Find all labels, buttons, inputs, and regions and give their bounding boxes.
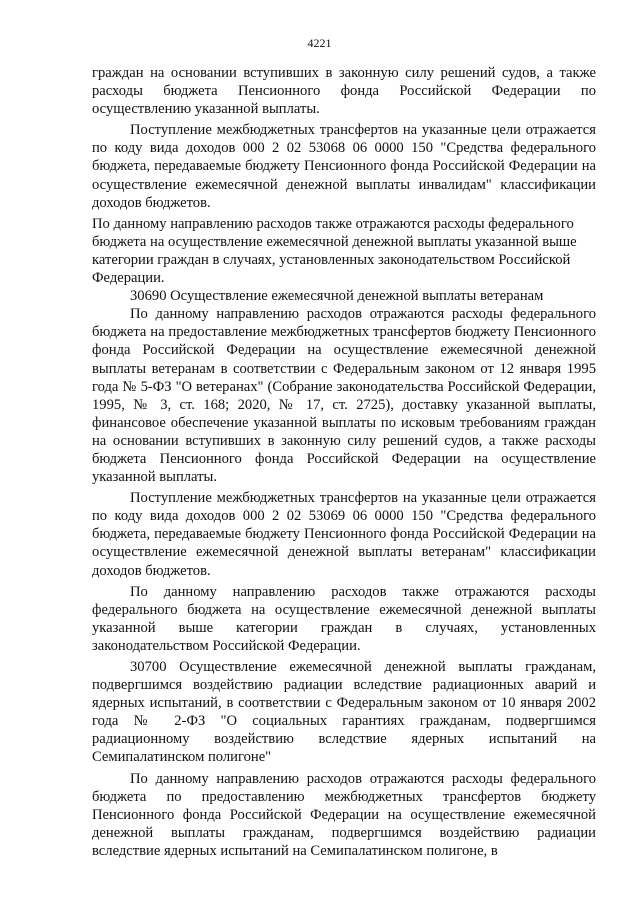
paragraph-additional-expenses-1: По данному направлению расходов также отражаются расходы федерального бюджета на осуществление ежемесячной денежной выплаты указанной выше категории граждан в случаях, установленных законодательством Российской Федерации. [92,215,577,287]
paragraph-transfers-veterans: Поступление межбюджетных трансфертов на указанные цели отражается по коду вида доходов 000 2 02 53069 06 0000 150 "Средства федерального бюджета, передаваемые бюджету Пенсионного фонда Российской Федерации на осуществление ежемесячной денежной выплаты ветеранам" классификации доходов бюджетов. [92,490,596,579]
paragraph-radiation-expenses: По данному направлению расходов отражаются расходы федерального бюджета по предоставлению межбюджетных трансфертов бюджету Пенсионного фонда Российской Федерации на осуществление ежемесячной денежной выплаты гражданам, подвергшимся воздействию радиации вследствие ядерных испытаний на Семипалатинском полигоне, в [92,770,596,859]
document-body [92,64,596,860]
section-heading-30690: 30690 Осуществление ежемесячной денежной выплаты ветеранам [130,288,544,305]
paragraph-veterans-expenses: По данному направлению расходов отражаются расходы федерального бюджета на предоставление межбюджетных трансфертов бюджету Пенсионного фонда Российской Федерации на осуществление ежемесячной денежной выплаты ветеранам в соответствии с Федеральным законом от 12 января 1995 года № 5-ФЗ "О ветеранах" (Собрание законодательства Российской Федерации, 1995, № 3, ст. 168; 2020, № 17, ст. 2725), доставку указанной выплаты, финансовое обеспечение указанной выплаты по исковым требованиям граждан на основании вступивших в законную силу решений судов, а также расходы бюджета Пенсионного фонда Российской Федерации на осуществление указанной выплаты. [92,306,596,486]
paragraph-additional-expenses-2: По данному направлению расходов также отражаются расходы федерального бюджета на осуществление ежемесячной денежной выплаты указанной выше категории граждан в случаях, установленных законодательством Российской Федерации. [92,583,596,654]
paragraph-continuation: граждан на основании вступивших в законную силу решений судов, а также расходы бюджета Пенсионного фонда Российской Федерации по осуществлению указанной выплаты. [92,65,596,118]
paragraph-transfers-invalids: Поступление межбюджетных трансфертов на указанные цели отражается по коду вида доходов 000 2 02 53068 06 0000 150 "Средства федерального бюджета, передаваемые бюджету Пенсионного фонда Российской Федерации на осуществление ежемесячной денежной выплаты инвалидам" классификации доходов бюджетов. [92,122,596,211]
section-heading-30700: 30700 Осуществление ежемесячной денежной выплаты гражданам, подвергшимся воздействию радиации вследствие радиационных аварий и ядерных испытаний, в соответствии с Федеральным законом от 10 января 2002 года № 2-ФЗ "О социальных гарантиях гражданам, подвергшимся радиационному воздействию вследствие ядерных испытаний на Семипалатинском полигоне" [92,659,596,766]
page-number: 4221 [307,36,332,50]
